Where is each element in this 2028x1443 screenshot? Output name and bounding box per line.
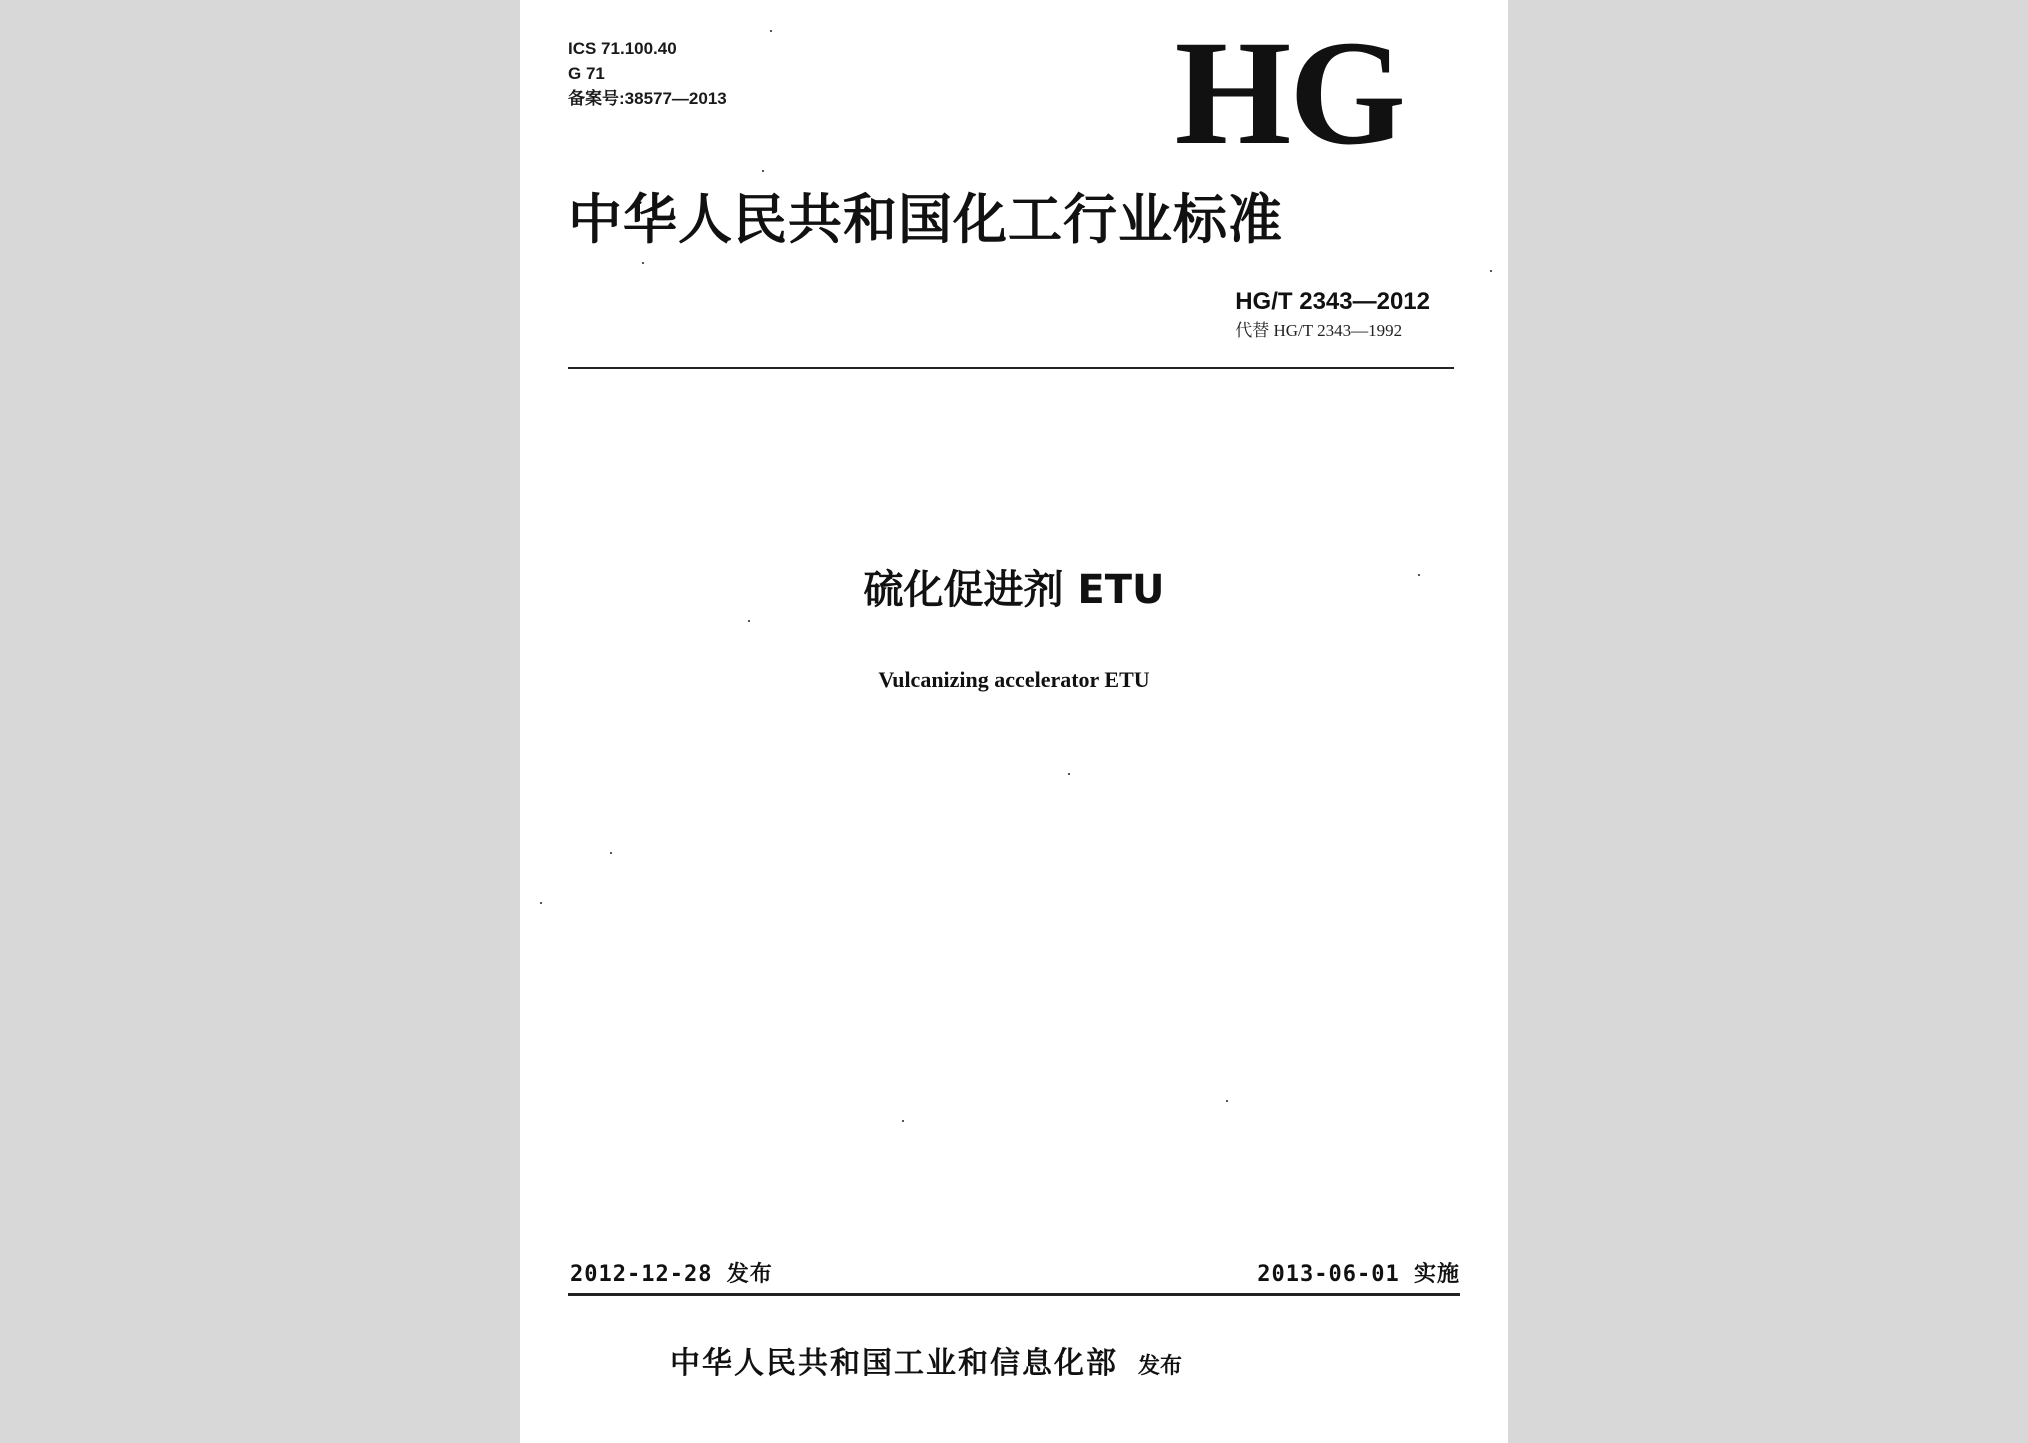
scan-speck bbox=[902, 1120, 904, 1122]
publisher-organization: 中华人民共和国工业和信息化部 bbox=[670, 1346, 1118, 1381]
document-page bbox=[520, 0, 1508, 1443]
issue-date: 2012-12-28 发布 bbox=[570, 1262, 773, 1287]
ccs-code: G 71 bbox=[568, 64, 605, 83]
scan-speck bbox=[642, 262, 644, 264]
publisher-line bbox=[670, 1344, 1182, 1387]
header-divider bbox=[568, 367, 1454, 369]
publisher-action: 发布 bbox=[1138, 1354, 1183, 1379]
scan-speck bbox=[1226, 1100, 1228, 1102]
ics-code: ICS 71.100.40 bbox=[568, 39, 677, 58]
scan-speck bbox=[762, 170, 764, 172]
scan-speck bbox=[770, 30, 772, 32]
classification-block bbox=[568, 36, 727, 111]
scan-speck bbox=[748, 620, 750, 622]
document-title-chinese: 硫化促进剂 ETU bbox=[863, 567, 1165, 613]
standard-category-title: 中华人民共和国化工行业标准 bbox=[568, 188, 1283, 251]
implementation-date: 2013-06-01 实施 bbox=[1257, 1262, 1460, 1287]
scan-speck bbox=[540, 902, 542, 904]
hg-logo: HG bbox=[1174, 10, 1404, 176]
scan-speck bbox=[1418, 574, 1420, 576]
standard-number: HG/T 2343—2012 bbox=[1235, 288, 1430, 315]
footer-divider bbox=[568, 1293, 1460, 1296]
document-title-english: Vulcanizing accelerator ETU bbox=[878, 667, 1150, 692]
replaced-standard: 代替 HG/T 2343—1992 bbox=[1235, 321, 1403, 340]
scan-speck bbox=[610, 852, 612, 854]
scan-speck bbox=[1068, 773, 1070, 775]
filing-number: 备案号:38577—2013 bbox=[568, 89, 727, 108]
scan-speck bbox=[1490, 270, 1492, 272]
standard-number-block bbox=[1235, 286, 1430, 344]
